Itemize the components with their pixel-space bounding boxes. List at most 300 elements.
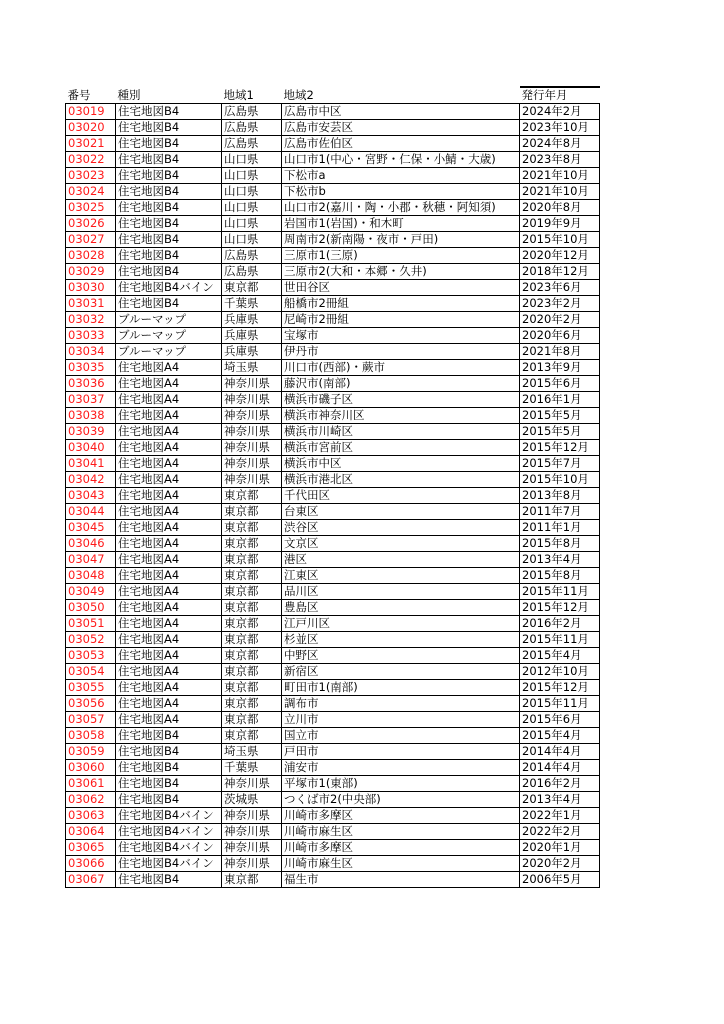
cell-type: 住宅地図A4	[116, 376, 222, 392]
table-row	[66, 392, 600, 408]
cell-issue-date: 2022年1月	[520, 808, 600, 824]
cell-number: 03050	[66, 600, 116, 616]
cell-region2: 横浜市中区	[282, 456, 520, 472]
header-number: 番号	[66, 87, 116, 104]
cell-region2: 国立市	[282, 728, 520, 744]
cell-issue-date: 2015年7月	[520, 456, 600, 472]
cell-region2: 宝塚市	[282, 328, 520, 344]
cell-issue-date: 2013年4月	[520, 792, 600, 808]
cell-number: 03062	[66, 792, 116, 808]
cell-number: 03053	[66, 648, 116, 664]
cell-region1: 千葉県	[222, 760, 282, 776]
cell-region1: 東京都	[222, 712, 282, 728]
cell-region2: 横浜市神奈川区	[282, 408, 520, 424]
cell-issue-date: 2021年10月	[520, 184, 600, 200]
cell-type: 住宅地図B4	[116, 296, 222, 312]
cell-issue-date: 2016年1月	[520, 392, 600, 408]
cell-region1: 兵庫県	[222, 344, 282, 360]
cell-type: 住宅地図B4	[116, 120, 222, 136]
table-row	[66, 536, 600, 552]
cell-region1: 広島県	[222, 104, 282, 120]
header-region1: 地域1	[222, 87, 282, 104]
cell-region1: 広島県	[222, 264, 282, 280]
cell-issue-date: 2015年5月	[520, 408, 600, 424]
cell-issue-date: 2023年10月	[520, 120, 600, 136]
cell-region1: 山口県	[222, 216, 282, 232]
cell-number: 03022	[66, 152, 116, 168]
cell-region1: 広島県	[222, 136, 282, 152]
cell-region1: 東京都	[222, 616, 282, 632]
cell-number: 03040	[66, 440, 116, 456]
cell-number: 03047	[66, 552, 116, 568]
cell-type: 住宅地図A4	[116, 696, 222, 712]
cell-issue-date: 2015年12月	[520, 440, 600, 456]
cell-issue-date: 2016年2月	[520, 616, 600, 632]
table-row	[66, 664, 600, 680]
table-row	[66, 776, 600, 792]
table-row	[66, 632, 600, 648]
cell-number: 03028	[66, 248, 116, 264]
cell-region2: 下松市b	[282, 184, 520, 200]
cell-number: 03023	[66, 168, 116, 184]
cell-issue-date: 2021年10月	[520, 168, 600, 184]
cell-issue-date: 2015年11月	[520, 584, 600, 600]
table-row	[66, 824, 600, 840]
cell-number: 03024	[66, 184, 116, 200]
cell-type: 住宅地図B4バイン	[116, 824, 222, 840]
cell-type: 住宅地図A4	[116, 360, 222, 376]
cell-type: 住宅地図B4バイン	[116, 840, 222, 856]
cell-type: 住宅地図A4	[116, 712, 222, 728]
cell-region1: 山口県	[222, 152, 282, 168]
cell-issue-date: 2019年9月	[520, 216, 600, 232]
cell-number: 03046	[66, 536, 116, 552]
cell-region2: 中野区	[282, 648, 520, 664]
table-row	[66, 680, 600, 696]
table-row	[66, 552, 600, 568]
spreadsheet-sheet	[65, 86, 600, 888]
cell-type: 住宅地図A4	[116, 504, 222, 520]
cell-issue-date: 2020年2月	[520, 312, 600, 328]
cell-region2: 戸田市	[282, 744, 520, 760]
cell-issue-date: 2015年6月	[520, 376, 600, 392]
cell-region1: 神奈川県	[222, 808, 282, 824]
table-row	[66, 488, 600, 504]
cell-number: 03044	[66, 504, 116, 520]
cell-region1: 神奈川県	[222, 456, 282, 472]
table-row	[66, 600, 600, 616]
cell-issue-date: 2015年10月	[520, 472, 600, 488]
table-body	[66, 104, 600, 888]
cell-issue-date: 2023年6月	[520, 280, 600, 296]
table-row	[66, 408, 600, 424]
cell-number: 03057	[66, 712, 116, 728]
cell-region2: 世田谷区	[282, 280, 520, 296]
cell-type: 住宅地図A4	[116, 488, 222, 504]
cell-type: 住宅地図B4バイン	[116, 856, 222, 872]
cell-number: 03052	[66, 632, 116, 648]
cell-type: 住宅地図B4	[116, 136, 222, 152]
cell-region1: 東京都	[222, 504, 282, 520]
cell-issue-date: 2023年8月	[520, 152, 600, 168]
cell-region1: 山口県	[222, 184, 282, 200]
cell-region1: 東京都	[222, 728, 282, 744]
cell-region2: 横浜市川崎区	[282, 424, 520, 440]
table-row	[66, 232, 600, 248]
cell-type: 住宅地図B4	[116, 792, 222, 808]
cell-number: 03055	[66, 680, 116, 696]
cell-number: 03049	[66, 584, 116, 600]
cell-region1: 東京都	[222, 664, 282, 680]
cell-region2: 川崎市麻生区	[282, 856, 520, 872]
cell-type: 住宅地図B4	[116, 200, 222, 216]
cell-region2: 文京区	[282, 536, 520, 552]
cell-issue-date: 2015年8月	[520, 536, 600, 552]
cell-number: 03058	[66, 728, 116, 744]
table-row	[66, 136, 600, 152]
cell-number: 03025	[66, 200, 116, 216]
cell-type: ブルーマップ	[116, 344, 222, 360]
cell-region1: 神奈川県	[222, 440, 282, 456]
cell-region2: 川崎市多摩区	[282, 840, 520, 856]
cell-region1: 神奈川県	[222, 472, 282, 488]
cell-type: 住宅地図B4	[116, 152, 222, 168]
cell-number: 03038	[66, 408, 116, 424]
cell-region2: 広島市佐伯区	[282, 136, 520, 152]
table-row	[66, 280, 600, 296]
cell-number: 03035	[66, 360, 116, 376]
cell-number: 03048	[66, 568, 116, 584]
table-row	[66, 472, 600, 488]
cell-region1: 埼玉県	[222, 360, 282, 376]
cell-region1: 東京都	[222, 632, 282, 648]
cell-number: 03054	[66, 664, 116, 680]
cell-region2: 三原市1(三原)	[282, 248, 520, 264]
cell-type: 住宅地図B4	[116, 760, 222, 776]
cell-number: 03021	[66, 136, 116, 152]
cell-number: 03061	[66, 776, 116, 792]
cell-issue-date: 2024年2月	[520, 104, 600, 120]
table-row	[66, 648, 600, 664]
cell-number: 03045	[66, 520, 116, 536]
cell-number: 03067	[66, 872, 116, 888]
cell-region2: 藤沢市(南部)	[282, 376, 520, 392]
cell-region1: 東京都	[222, 648, 282, 664]
cell-region2: 浦安市	[282, 760, 520, 776]
cell-type: 住宅地図A4	[116, 440, 222, 456]
cell-issue-date: 2015年4月	[520, 728, 600, 744]
cell-region2: 杉並区	[282, 632, 520, 648]
cell-region1: 神奈川県	[222, 776, 282, 792]
cell-type: 住宅地図A4	[116, 472, 222, 488]
cell-region1: 東京都	[222, 568, 282, 584]
table-row	[66, 184, 600, 200]
cell-region2: 福生市	[282, 872, 520, 888]
cell-number: 03066	[66, 856, 116, 872]
cell-issue-date: 2018年12月	[520, 264, 600, 280]
cell-number: 03037	[66, 392, 116, 408]
cell-type: ブルーマップ	[116, 328, 222, 344]
cell-region2: 町田市1(南部)	[282, 680, 520, 696]
cell-region1: 神奈川県	[222, 424, 282, 440]
cell-number: 03063	[66, 808, 116, 824]
cell-issue-date: 2014年4月	[520, 760, 600, 776]
cell-region2: 豊島区	[282, 600, 520, 616]
cell-region2: 横浜市磯子区	[282, 392, 520, 408]
cell-issue-date: 2011年7月	[520, 504, 600, 520]
cell-number: 03043	[66, 488, 116, 504]
table-row	[66, 696, 600, 712]
table-row	[66, 296, 600, 312]
table-row	[66, 520, 600, 536]
cell-issue-date: 2015年4月	[520, 648, 600, 664]
cell-type: 住宅地図B4	[116, 248, 222, 264]
cell-region1: 千葉県	[222, 296, 282, 312]
cell-type: 住宅地図B4	[116, 104, 222, 120]
cell-type: 住宅地図A4	[116, 536, 222, 552]
cell-region2: 山口市2(嘉川・陶・小郡・秋穂・阿知須)	[282, 200, 520, 216]
table-row	[66, 808, 600, 824]
cell-region2: 川崎市麻生区	[282, 824, 520, 840]
cell-number: 03027	[66, 232, 116, 248]
cell-region1: 茨城県	[222, 792, 282, 808]
cell-region1: 兵庫県	[222, 312, 282, 328]
table-row	[66, 328, 600, 344]
cell-number: 03020	[66, 120, 116, 136]
table-row	[66, 584, 600, 600]
cell-region2: つくば市2(中央部)	[282, 792, 520, 808]
cell-type: 住宅地図B4	[116, 184, 222, 200]
table-row	[66, 760, 600, 776]
cell-issue-date: 2015年5月	[520, 424, 600, 440]
cell-region2: 岩国市1(岩国)・和木町	[282, 216, 520, 232]
cell-type: 住宅地図B4	[116, 872, 222, 888]
cell-region2: 川口市(西部)・蕨市	[282, 360, 520, 376]
cell-region2: 台東区	[282, 504, 520, 520]
cell-issue-date: 2013年9月	[520, 360, 600, 376]
table-row	[66, 248, 600, 264]
cell-type: 住宅地図A4	[116, 664, 222, 680]
cell-number: 03026	[66, 216, 116, 232]
table-row	[66, 840, 600, 856]
table-row	[66, 344, 600, 360]
cell-region1: 神奈川県	[222, 840, 282, 856]
cell-number: 03019	[66, 104, 116, 120]
table-row	[66, 616, 600, 632]
cell-issue-date: 2015年10月	[520, 232, 600, 248]
cell-region1: 広島県	[222, 248, 282, 264]
cell-region1: 東京都	[222, 552, 282, 568]
cell-region1: 東京都	[222, 488, 282, 504]
cell-region2: 尼崎市2冊組	[282, 312, 520, 328]
cell-region2: 横浜市宮前区	[282, 440, 520, 456]
cell-region2: 下松市a	[282, 168, 520, 184]
table-row	[66, 728, 600, 744]
cell-issue-date: 2022年2月	[520, 824, 600, 840]
table-row	[66, 104, 600, 120]
table-row	[66, 376, 600, 392]
cell-region1: 東京都	[222, 536, 282, 552]
cell-type: 住宅地図B4バイン	[116, 808, 222, 824]
cell-number: 03041	[66, 456, 116, 472]
cell-region2: 平塚市1(東部)	[282, 776, 520, 792]
cell-issue-date: 2023年2月	[520, 296, 600, 312]
cell-region1: 東京都	[222, 680, 282, 696]
cell-number: 03033	[66, 328, 116, 344]
cell-region1: 東京都	[222, 584, 282, 600]
cell-type: 住宅地図B4	[116, 776, 222, 792]
cell-region2: 港区	[282, 552, 520, 568]
cell-issue-date: 2015年12月	[520, 600, 600, 616]
cell-type: 住宅地図A4	[116, 392, 222, 408]
cell-region2: 千代田区	[282, 488, 520, 504]
cell-region2: 調布市	[282, 696, 520, 712]
cell-number: 03051	[66, 616, 116, 632]
cell-region2: 船橋市2冊組	[282, 296, 520, 312]
cell-region1: 神奈川県	[222, 376, 282, 392]
table-row	[66, 856, 600, 872]
cell-type: 住宅地図A4	[116, 616, 222, 632]
cell-region2: 渋谷区	[282, 520, 520, 536]
cell-issue-date: 2021年8月	[520, 344, 600, 360]
cell-type: 住宅地図B4	[116, 264, 222, 280]
cell-number: 03029	[66, 264, 116, 280]
cell-number: 03031	[66, 296, 116, 312]
cell-region1: 東京都	[222, 600, 282, 616]
cell-issue-date: 2013年8月	[520, 488, 600, 504]
table-row	[66, 568, 600, 584]
cell-type: 住宅地図A4	[116, 680, 222, 696]
cell-type: 住宅地図A4	[116, 648, 222, 664]
cell-region1: 東京都	[222, 280, 282, 296]
table-row	[66, 872, 600, 888]
cell-number: 03032	[66, 312, 116, 328]
cell-region1: 東京都	[222, 696, 282, 712]
cell-region1: 山口県	[222, 232, 282, 248]
cell-issue-date: 2006年5月	[520, 872, 600, 888]
cell-region2: 山口市1(中心・宮野・仁保・小鯖・大歳)	[282, 152, 520, 168]
table-row	[66, 120, 600, 136]
cell-region2: 川崎市多摩区	[282, 808, 520, 824]
cell-region2: 三原市2(大和・本郷・久井)	[282, 264, 520, 280]
cell-region1: 東京都	[222, 520, 282, 536]
cell-issue-date: 2020年6月	[520, 328, 600, 344]
cell-issue-date: 2020年12月	[520, 248, 600, 264]
cell-issue-date: 2015年12月	[520, 680, 600, 696]
cell-type: 住宅地図A4	[116, 456, 222, 472]
cell-number: 03065	[66, 840, 116, 856]
cell-issue-date: 2020年1月	[520, 840, 600, 856]
cell-number: 03039	[66, 424, 116, 440]
table-row	[66, 744, 600, 760]
cell-type: 住宅地図A4	[116, 600, 222, 616]
cell-issue-date: 2015年11月	[520, 696, 600, 712]
cell-type: 住宅地図B4	[116, 728, 222, 744]
cell-type: 住宅地図B4	[116, 232, 222, 248]
cell-region2: 広島市中区	[282, 104, 520, 120]
cell-issue-date: 2024年8月	[520, 136, 600, 152]
table-row	[66, 712, 600, 728]
cell-region1: 東京都	[222, 872, 282, 888]
cell-type: 住宅地図A4	[116, 552, 222, 568]
cell-region1: 神奈川県	[222, 824, 282, 840]
cell-type: 住宅地図B4	[116, 216, 222, 232]
cell-number: 03036	[66, 376, 116, 392]
cell-region1: 山口県	[222, 200, 282, 216]
table-row	[66, 456, 600, 472]
cell-region2: 広島市安芸区	[282, 120, 520, 136]
header-issue-date: 発行年月	[520, 87, 600, 104]
cell-type: ブルーマップ	[116, 312, 222, 328]
cell-number: 03042	[66, 472, 116, 488]
table-row	[66, 168, 600, 184]
cell-issue-date: 2011年1月	[520, 520, 600, 536]
cell-issue-date: 2012年10月	[520, 664, 600, 680]
table-row	[66, 152, 600, 168]
table-row	[66, 264, 600, 280]
table-row	[66, 312, 600, 328]
cell-region1: 埼玉県	[222, 744, 282, 760]
cell-region2: 伊丹市	[282, 344, 520, 360]
cell-region2: 横浜市港北区	[282, 472, 520, 488]
cell-number: 03034	[66, 344, 116, 360]
cell-type: 住宅地図A4	[116, 520, 222, 536]
cell-region2: 江東区	[282, 568, 520, 584]
table-row	[66, 216, 600, 232]
cell-issue-date: 2014年4月	[520, 744, 600, 760]
cell-region2: 江戸川区	[282, 616, 520, 632]
cell-number: 03056	[66, 696, 116, 712]
cell-type: 住宅地図A4	[116, 424, 222, 440]
table-row	[66, 792, 600, 808]
cell-region2: 周南市2(新南陽・夜市・戸田)	[282, 232, 520, 248]
cell-type: 住宅地図B4バイン	[116, 280, 222, 296]
table-row	[66, 424, 600, 440]
inventory-table	[65, 86, 600, 888]
cell-region2: 立川市	[282, 712, 520, 728]
cell-region1: 神奈川県	[222, 408, 282, 424]
cell-region1: 神奈川県	[222, 392, 282, 408]
header-row	[66, 87, 600, 104]
table-row	[66, 360, 600, 376]
cell-issue-date: 2020年2月	[520, 856, 600, 872]
cell-number: 03060	[66, 760, 116, 776]
cell-region2: 品川区	[282, 584, 520, 600]
header-type: 種別	[116, 87, 222, 104]
cell-issue-date: 2015年11月	[520, 632, 600, 648]
cell-issue-date: 2013年4月	[520, 552, 600, 568]
cell-type: 住宅地図A4	[116, 584, 222, 600]
cell-region1: 山口県	[222, 168, 282, 184]
cell-number: 03064	[66, 824, 116, 840]
cell-region1: 広島県	[222, 120, 282, 136]
cell-type: 住宅地図A4	[116, 632, 222, 648]
table-row	[66, 504, 600, 520]
cell-region1: 神奈川県	[222, 856, 282, 872]
cell-region2: 新宿区	[282, 664, 520, 680]
cell-issue-date: 2016年2月	[520, 776, 600, 792]
table-row	[66, 440, 600, 456]
cell-issue-date: 2015年6月	[520, 712, 600, 728]
cell-number: 03059	[66, 744, 116, 760]
cell-number: 03030	[66, 280, 116, 296]
table-row	[66, 200, 600, 216]
cell-region1: 兵庫県	[222, 328, 282, 344]
cell-issue-date: 2015年8月	[520, 568, 600, 584]
cell-type: 住宅地図A4	[116, 408, 222, 424]
cell-issue-date: 2020年8月	[520, 200, 600, 216]
header-region2: 地域2	[282, 87, 520, 104]
